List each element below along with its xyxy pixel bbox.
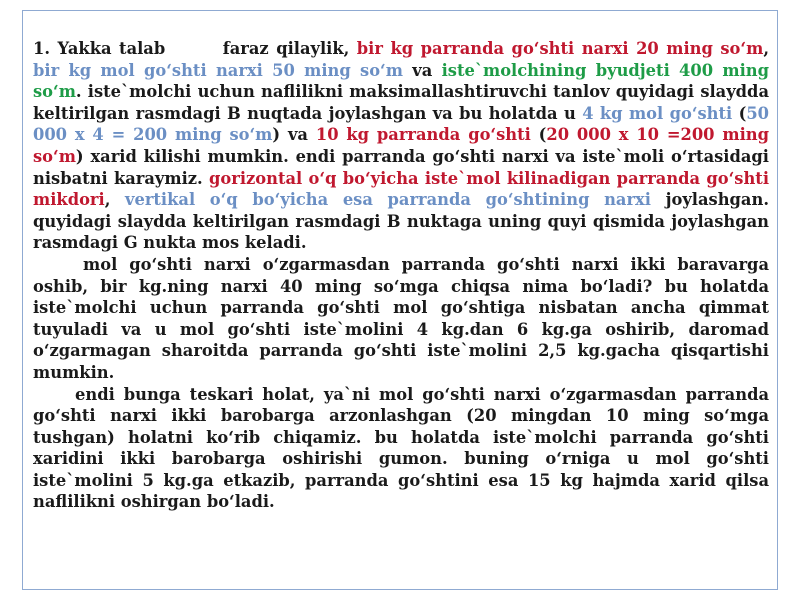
text-segment: (: [732, 103, 747, 123]
text-segment: ) va: [272, 125, 316, 145]
paragraph-1: [33, 38, 769, 254]
paragraph-3: [33, 384, 769, 514]
highlight-beef-price: bir kg mol go‘shti narxi 50 ming so‘m: [33, 60, 403, 80]
text-segment: va: [402, 60, 442, 80]
text-segment: 1. Yakka talab: [33, 39, 173, 58]
highlight-beef-quantity: 4 kg mol go‘shti: [582, 103, 733, 123]
highlight-vertical-axis: vertikal o‘q bo‘yicha esa parranda go‘shtining narxi: [125, 190, 651, 210]
highlight-poultry-quantity: 10 kg parranda go‘shti: [315, 125, 531, 145]
text-segment: endi bunga teskari holat, ya`ni mol go‘shti narxi o‘zgarmasdan parranda go‘shti narxi ikki barobarga arzonlashgan (20 mingdan 10 ming so‘mga tushgan) holatni ko‘rib chiqamiz. bu holatda iste`molchi parranda go‘shti xaridini ikki barobarga oshirishi gumon. buning o‘rniga u mol go‘shti iste`molini 5 kg.ga etkazib, parranda go‘shtini esa 15 kg hajmda xarid qilsa naflilikni oshirgan bo‘ladi.: [33, 384, 769, 512]
text-segment: mol go‘shti narxi o‘zgarmasdan parranda go‘shti narxi ikki baravarga oshib, bir kg.ning narxi 40 ming so‘mga chiqsa nima bo‘ladi? bu holatda iste`molchi uchun parranda go‘shti mol go‘shtiga nisbatan ancha qimmat tuyuladi va u mol go‘shti iste`molini 4 kg.dan 6 kg.ga oshirib, daromad o‘zgarmagan sharoitda parranda go‘shti iste`molini 2,5 kg.gacha qisqartishi mumkin.: [33, 254, 769, 382]
highlight-horizontal-axis: gorizontal o‘q bo‘yicha iste`mol kilinadigan parranda go‘shti mikdori: [33, 168, 770, 210]
slide-text: [33, 38, 769, 513]
text-segment: joylashgan. quyidagi slaydda keltirilgan rasmdagi B nuktaga uning quyi qismida joylashgan rasmdagi G nukta mos keladi.: [33, 190, 769, 253]
text-segment: faraz qilaylik,: [222, 39, 357, 58]
text-segment: ,: [763, 39, 769, 58]
highlight-poultry-calc: 20 000 x 10 =200 ming so‘m: [33, 125, 769, 166]
text-segment: (: [530, 125, 547, 145]
text-segment: ,: [104, 190, 126, 210]
highlight-consumer-budget: iste`molchining byudjeti 400 ming so‘m: [33, 60, 769, 102]
text-segment: . iste`molchi uchun naflilikni maksimallashtiruvchi tanlov quyidagi slaydda keltirilgan rasmdagi B nuqtada joylashgan va bu holatda u: [33, 82, 769, 123]
highlight-beef-calc: 50 000 x 4 = 200 ming so‘m: [33, 103, 769, 145]
paragraph-2: [33, 254, 769, 384]
text-segment: ) xarid kilishi mumkin. endi parranda go‘shti narxi va iste`moli o‘rtasidagi nisbatni karaymiz.: [33, 146, 769, 188]
highlight-poultry-price: bir kg parranda go‘shti narxi 20 ming so‘m: [356, 39, 764, 58]
